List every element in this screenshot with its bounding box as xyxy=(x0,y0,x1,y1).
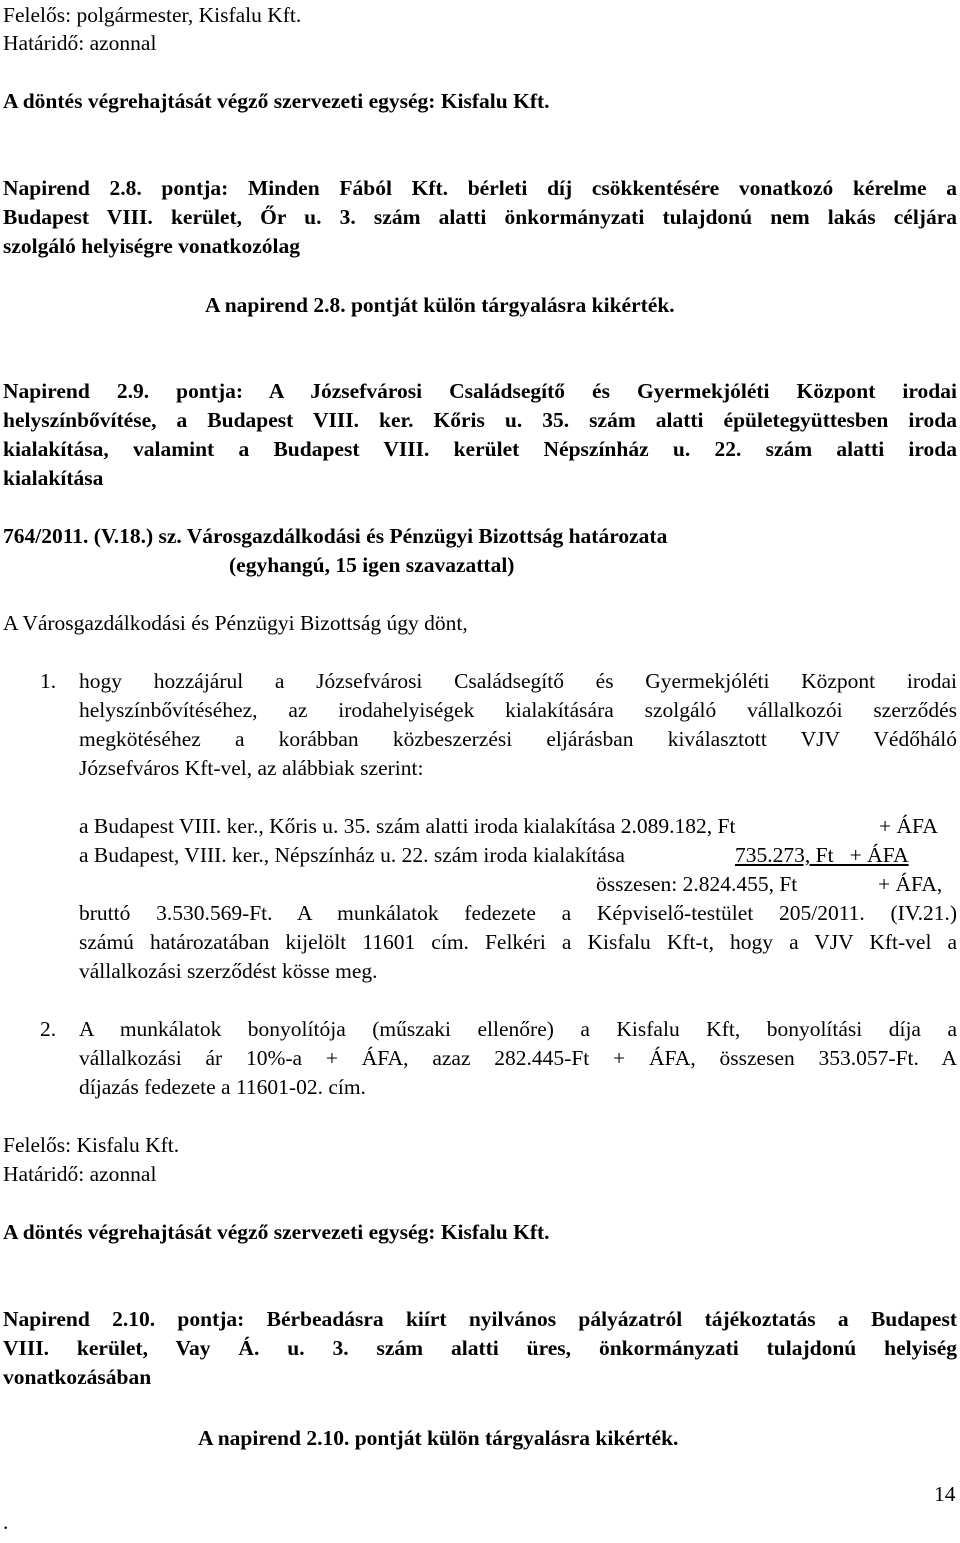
cost-2-label: a Budapest, VIII. ker., Népszínház u. 22. szám iroda kialakítása xyxy=(79,843,625,867)
executor-line-2: A döntés végrehajtását végző szervezeti egység: Kisfalu Kft. xyxy=(3,1220,550,1244)
point-1-line-7: vállalkozási szerződést kösse meg. xyxy=(79,959,378,983)
agenda-2-8-line-1: Napirend 2.8. pontja: Minden Fából Kft. bérleti díj csökkentésére vonatkozó kérelme a xyxy=(3,176,957,200)
responsible-line: Felelős: polgármester, Kisfalu Kft. xyxy=(3,3,302,27)
point-2-line-1: A munkálatok bonyolítója (műszaki ellenőre) a Kisfalu Kft, bonyolítási díja a xyxy=(79,1017,957,1041)
total-label: összesen: 2.824.455, Ft xyxy=(596,872,798,896)
agenda-2-10-note: A napirend 2.10. pontját külön tárgyalásra kikérték. xyxy=(198,1426,679,1450)
resolution-intro: A Városgazdálkodási és Pénzügyi Bizottság úgy dönt, xyxy=(3,611,468,635)
point-1-line-2: helyszínbővítéséhez, az irodahelyiségek kialakítására szolgáló vállalkozói szerződés xyxy=(79,698,957,722)
agenda-2-10-line-2: VIII. kerület, Vay Á. u. 3. szám alatti üres, önkormányzati tulajdonú helyiség xyxy=(3,1336,957,1360)
resolution-title: 764/2011. (V.18.) sz. Városgazdálkodási és Pénzügyi Bizottság határozata xyxy=(3,524,668,548)
point-1-line-6: számú határozatában kijelölt 11601 cím. Felkéri a Kisfalu Kft-t, hogy a VJV Kft-vel a xyxy=(79,930,957,954)
agenda-2-9-line-4: kialakítása xyxy=(3,466,104,490)
point-1-line-1: hogy hozzájárul a Józsefvárosi Családsegítő és Gyermekjóléti Központ irodai xyxy=(79,669,957,693)
resolution-vote: (egyhangú, 15 igen szavazattal) xyxy=(229,553,515,577)
page-number: 14 xyxy=(934,1482,956,1506)
point-1-number: 1. xyxy=(40,669,57,693)
point-2-number: 2. xyxy=(40,1017,57,1041)
agenda-2-9-line-3: kialakítása, valamint a Budapest VIII. kerület Népszínház u. 22. szám alatti iroda xyxy=(3,437,957,461)
agenda-2-8-line-3: szolgáló helyiségre vonatkozólag xyxy=(3,234,301,258)
footer-dot: . xyxy=(3,1510,9,1534)
cost-2-amount: 735.273, Ft + ÁFA xyxy=(735,843,909,867)
agenda-2-8-line-2: Budapest VIII. kerület, Őr u. 3. szám alatti önkormányzati tulajdonú nem lakás céljára xyxy=(3,205,957,229)
cost-1-label: a Budapest VIII. ker., Kőris u. 35. szám alatti iroda kialakítása 2.089.182, Ft xyxy=(79,814,736,838)
responsible-line-2: Felelős: Kisfalu Kft. xyxy=(3,1133,180,1157)
agenda-2-10-line-3: vonatkozásában xyxy=(3,1365,152,1389)
total-vat: + ÁFA, xyxy=(878,872,943,896)
point-1-line-4: Józsefváros Kft-vel, az alábbiak szerint: xyxy=(79,756,424,780)
executor-line: A döntés végrehajtását végző szervezeti egység: Kisfalu Kft. xyxy=(3,89,550,113)
deadline-line-2: Határidő: azonnal xyxy=(3,1162,157,1186)
agenda-2-9-line-1: Napirend 2.9. pontja: A Józsefvárosi Családsegítő és Gyermekjóléti Központ irodai xyxy=(3,379,957,403)
agenda-2-9-line-2: helyszínbővítése, a Budapest VIII. ker. Kőris u. 35. szám alatti épületegyüttesben iroda xyxy=(3,408,957,432)
point-2-line-2: vállalkozási ár 10%-a + ÁFA, azaz 282.445-Ft + ÁFA, összesen 353.057-Ft. A xyxy=(79,1046,957,1070)
agenda-2-8-note: A napirend 2.8. pontját külön tárgyalásra kikérték. xyxy=(205,293,675,317)
cost-1-vat: + ÁFA xyxy=(879,814,938,838)
point-1-line-5: bruttó 3.530.569-Ft. A munkálatok fedezete a Képviselő-testület 205/2011. (IV.21.) xyxy=(79,901,957,925)
point-2-line-3: díjazás fedezete a 11601-02. cím. xyxy=(79,1075,366,1099)
point-1-line-3: megkötéséhez a korábban közbeszerzési eljárásban kiválasztott VJV Védőháló xyxy=(79,727,957,751)
deadline-line: Határidő: azonnal xyxy=(3,31,157,55)
agenda-2-10-line-1: Napirend 2.10. pontja: Bérbeadásra kiírt nyilvános pályázatról tájékoztatás a Budapest xyxy=(3,1307,957,1331)
